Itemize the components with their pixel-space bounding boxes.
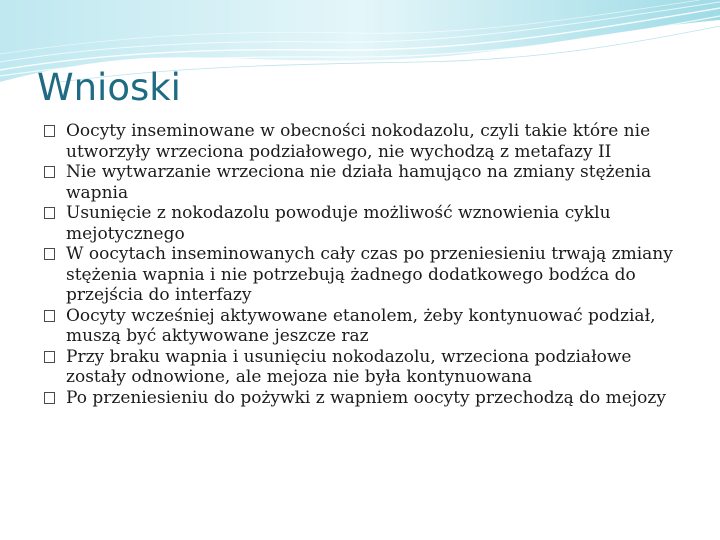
list-item	[44, 306, 694, 347]
list-item-text: Oocyty wcześniej aktywowane etanolem, żeby kontynuować podział, muszą być aktywowane jeszcze raz	[66, 305, 656, 346]
square-bullet-icon	[44, 125, 55, 137]
square-bullet-icon	[44, 248, 55, 260]
list-item-text: Usunięcie z nokodazolu powoduje możliwość wznowienia cyklu mejotycznego	[66, 203, 611, 244]
list-item	[44, 162, 694, 203]
list-item	[44, 121, 694, 162]
list-item-text: Nie wytwarzanie wrzeciona nie działa hamująco na zmiany stężenia wapnia	[66, 162, 652, 203]
conclusions-list	[44, 121, 694, 408]
square-bullet-icon	[44, 207, 55, 219]
slide-title: Wnioski	[37, 66, 181, 109]
list-item-text: W oocytach inseminowanych cały czas po przeniesieniu trwają zmiany stężenia wapnia i nie potrzebują żadnego dodatkowego bodźca do przejścia do interfazy	[66, 244, 673, 305]
square-bullet-icon	[44, 310, 55, 322]
square-bullet-icon	[44, 351, 55, 363]
list-item-text: Przy braku wapnia i usunięciu nokodazolu, wrzeciona podziałowe zostały odnowione, ale mejoza nie była kontynuowana	[66, 346, 632, 387]
list-item	[44, 203, 694, 244]
square-bullet-icon	[44, 392, 55, 404]
list-item-text: Po przeniesieniu do pożywki z wapniem oocyty przechodzą do mejozy	[66, 387, 666, 408]
list-item	[44, 388, 694, 409]
square-bullet-icon	[44, 166, 55, 178]
list-item	[44, 244, 694, 306]
list-item-text: Oocyty inseminowane w obecności nokodazolu, czyli takie które nie utworzyły wrzeciona podziałowego, nie wychodzą z metafazy II	[66, 121, 651, 162]
list-item	[44, 347, 694, 388]
